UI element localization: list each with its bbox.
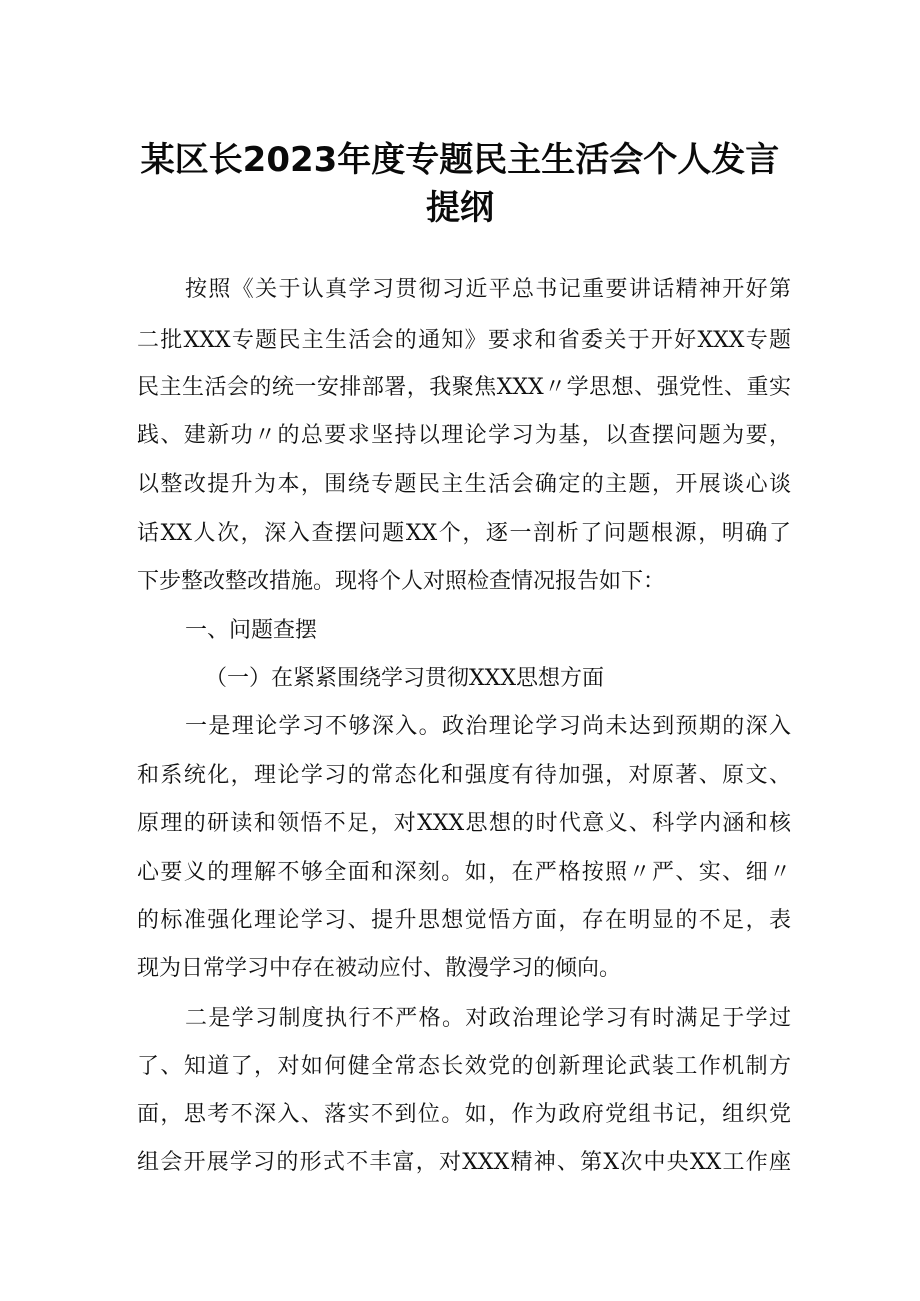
intro-line: 下步整改整改措施。现将个人对照检查情况报告如下：: [137, 569, 666, 594]
paragraph-line: 面，思考不深入、落实不到位。如，作为政府党组书记，组织党: [137, 1102, 791, 1127]
paragraph-line: 的标准强化理论学习、提升思想觉悟方面，存在明显的不足，表: [137, 908, 791, 933]
intro-line: 按照《关于认真学习贯彻习近平总书记重要讲话精神开好第: [185, 277, 791, 302]
intro-line: 践、建新功〃的总要求坚持以理论学习为基，以查摆问题为要，: [137, 423, 791, 448]
document-title-line-2: 提纲: [426, 188, 494, 228]
intro-line: 以整改提升为本，围绕专题民主生活会确定的主题，开展谈心谈: [137, 472, 791, 497]
paragraph-line: 了、知道了，对如何健全常态长效党的创新理论武装工作机制方: [137, 1054, 791, 1079]
intro-line: 二批XXX专题民主生活会的通知》要求和省委关于开好XXX专题: [137, 328, 791, 353]
document-title-line-1: 某区长2023年度专题民主生活会个人发言: [140, 140, 780, 180]
paragraph-line: 现为日常学习中存在被动应付、散漫学习的倾向。: [137, 956, 622, 981]
paragraph-line: 一是理论学习不够深入。政治理论学习尚未达到预期的深入: [185, 714, 791, 739]
intro-line: 民主生活会的统一安排部署，我聚焦XXX〃学思想、强党性、重实: [137, 375, 791, 400]
subsection-heading: （一）在紧紧围绕学习贯彻XXX思想方面: [205, 666, 604, 691]
intro-line: 话XX人次，深入查摆问题XX个，逐一剖析了问题根源，明确了: [137, 521, 791, 546]
paragraph-line: 组会开展学习的形式不丰富，对XXX精神、第X次中央XX工作座: [137, 1150, 791, 1175]
paragraph-line: 和系统化，理论学习的常态化和强度有待加强，对原著、原文、: [137, 763, 791, 788]
section-heading: 一、问题查摆: [185, 618, 318, 643]
paragraph-line: 心要义的理解不够全面和深刻。如，在严格按照〃严、实、细〃: [137, 860, 791, 885]
paragraph-line: 原理的研读和领悟不足，对XXX思想的时代意义、科学内涵和核: [137, 811, 791, 836]
paragraph-line: 二是学习制度执行不严格。对政治理论学习有时满足于学过: [185, 1006, 791, 1031]
